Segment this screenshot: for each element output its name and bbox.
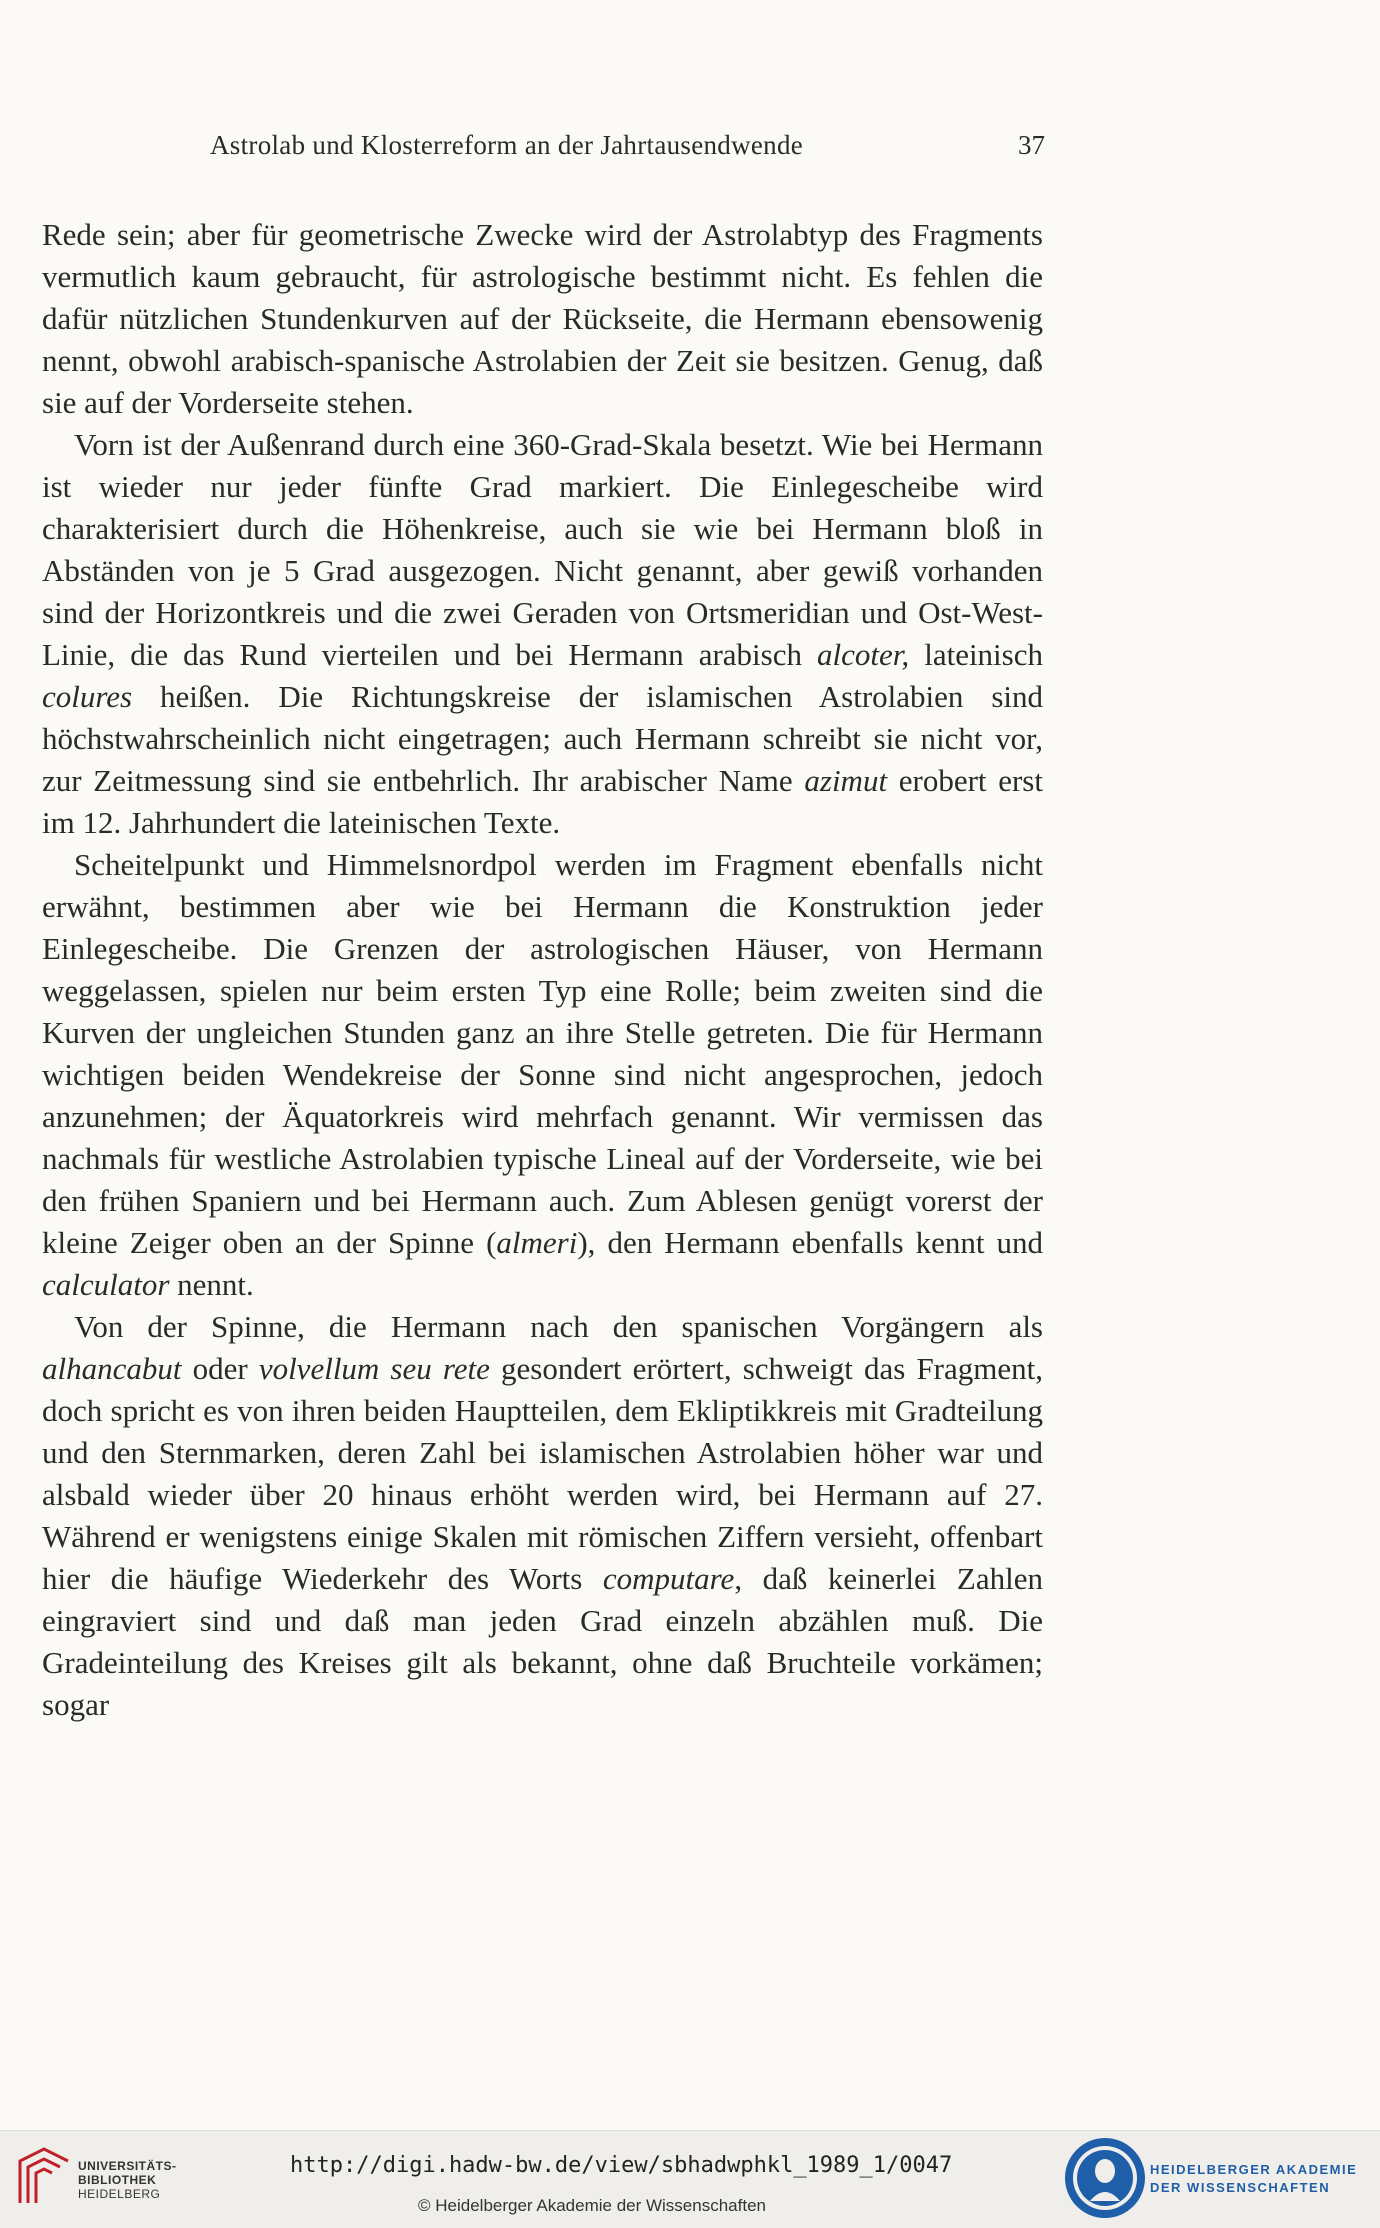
- italic-term: computare: [602, 1561, 735, 1596]
- page-number: 37: [1018, 130, 1045, 160]
- text-run: oder: [181, 1351, 259, 1386]
- academy-line-1: HEIDELBERGER AKADEMIE: [1150, 2162, 1358, 2177]
- paragraph-2: [42, 424, 1043, 844]
- text-run: gesondert erörtert, schweigt das Fragment, doch spricht es von ihren beiden Hauptteilen, dem Ekliptikkreis mit Gradteilung und den Sternmarken, deren Zahl bei islamischen Astrolabien höher war und alsbald wieder über 20 hinaus erhöht werden wird, bei Hermann auf 27. Während er wenigstens einige Skalen mit römischen Ziffern versieht, offenbart hier die häufige Wiederkehr des Worts: [42, 1351, 1044, 1596]
- italic-term: colures: [42, 679, 133, 714]
- text-run: nennt.: [169, 1267, 254, 1302]
- university-library-logo-icon: [14, 2143, 74, 2211]
- permalink-url[interactable]: http://digi.hadw-bw.de/view/sbhadwphkl_1989_1/0047: [290, 2153, 953, 2178]
- copyright-notice: © Heidelberger Akademie der Wissenschaften: [418, 2196, 766, 2215]
- text-run: lateinisch: [909, 637, 1043, 672]
- running-header: [0, 130, 1380, 170]
- italic-term: alhancabut: [42, 1351, 182, 1386]
- library-line-1: UNIVERSITÄTS-: [78, 2159, 177, 2173]
- body-text: [42, 214, 1043, 1726]
- paragraph-3: [42, 844, 1043, 1306]
- running-title: Astrolab und Klosterreform an der Jahrtausendwende: [210, 130, 804, 160]
- italic-term: volvellum seu rete: [258, 1351, 490, 1386]
- italic-term: almeri: [496, 1225, 578, 1260]
- text-run: ), den Hermann ebenfalls kennt und: [577, 1225, 1044, 1260]
- library-line-3: HEIDELBERG: [78, 2187, 161, 2201]
- text-run: , daß keinerlei Zahlen eingraviert sind und daß man jeden Grad einzeln abzählen muß. Die Gradeinteilung des Kreises gilt als bekannt, ohne daß Bruchteile vorkämen; sogar: [42, 1561, 1043, 1722]
- university-library-name: [78, 2159, 177, 2201]
- italic-term: azimut: [804, 763, 888, 798]
- paragraph-1: Rede sein; aber für geometrische Zwecke wird der Astrolabtyp des Fragments vermutlich kaum gebraucht, für astrologische bestimmt nicht. Es fehlen die dafür nützlichen Stundenkurven auf der Rückseite, die Hermann ebensowenig nennt, obwohl arabisch-spanische Astrolabien der Zeit sie besitzen. Genug, daß sie auf der Vorderseite stehen.: [42, 217, 1043, 420]
- text-run: heißen. Die Richtungskreise der islamischen Astrolabien sind höchstwahrscheinlich nicht eingetragen; auch Hermann schreibt sie nicht vor, zur Zeitmessung sind sie entbehrlich. Ihr arabischer Name: [42, 679, 1043, 798]
- library-line-2: BIBLIOTHEK: [78, 2173, 157, 2187]
- text-run: Scheitelpunkt und Himmelsnordpol werden im Fragment ebenfalls nicht erwähnt, bestimmen aber wie bei Hermann die Konstruktion jeder Einlegescheibe. Die Grenzen der astrologischen Häuser, von Hermann weggelassen, spielen nur beim ersten Typ eine Rolle; beim zweiten sind die Kurven der ungleichen Stunden ganz an ihre Stelle getreten. Die für Hermann wichtigen beiden Wendekreise der Sonne sind nicht angesprochen, jedoch anzunehmen; der Äquatorkreis wird mehrfach genannt. Wir vermissen das nachmals für westliche Astrolabien typische Lineal auf der Vorderseite, wie bei den frühen Spaniern und bei Hermann auch. Zum Ablesen genügt vorerst der kleine Zeiger oben an der Spinne (: [42, 847, 1043, 1260]
- footer-bar: [0, 2130, 1380, 2228]
- academy-line-2: DER WISSENSCHAFTEN: [1150, 2180, 1331, 2195]
- academy-name: [1150, 2161, 1357, 2197]
- academy-seal-icon: [1062, 2135, 1148, 2221]
- italic-term: calculator: [42, 1267, 170, 1302]
- paragraph-4: [42, 1306, 1043, 1726]
- italic-term: alcoter,: [817, 637, 910, 672]
- text-run: Von der Spinne, die Hermann nach den spanischen Vorgängern als: [74, 1309, 1043, 1344]
- text-run: Vorn ist der Außenrand durch eine 360-Grad-Skala besetzt. Wie bei Hermann ist wieder nur jeder fünfte Grad markiert. Die Einlegescheibe wird charakterisiert durch die Höhenkreise, auch sie wie bei Hermann bloß in Abständen von je 5 Grad ausgezogen. Nicht genannt, aber gewiß vorhanden sind der Horizontkreis und die zwei Geraden von Ortsmeridian und Ost-West-Linie, die das Rund vierteilen und bei Hermann arabisch: [42, 427, 1043, 672]
- text-run: erobert erst im 12. Jahrhundert die lateinischen Texte.: [42, 763, 1043, 840]
